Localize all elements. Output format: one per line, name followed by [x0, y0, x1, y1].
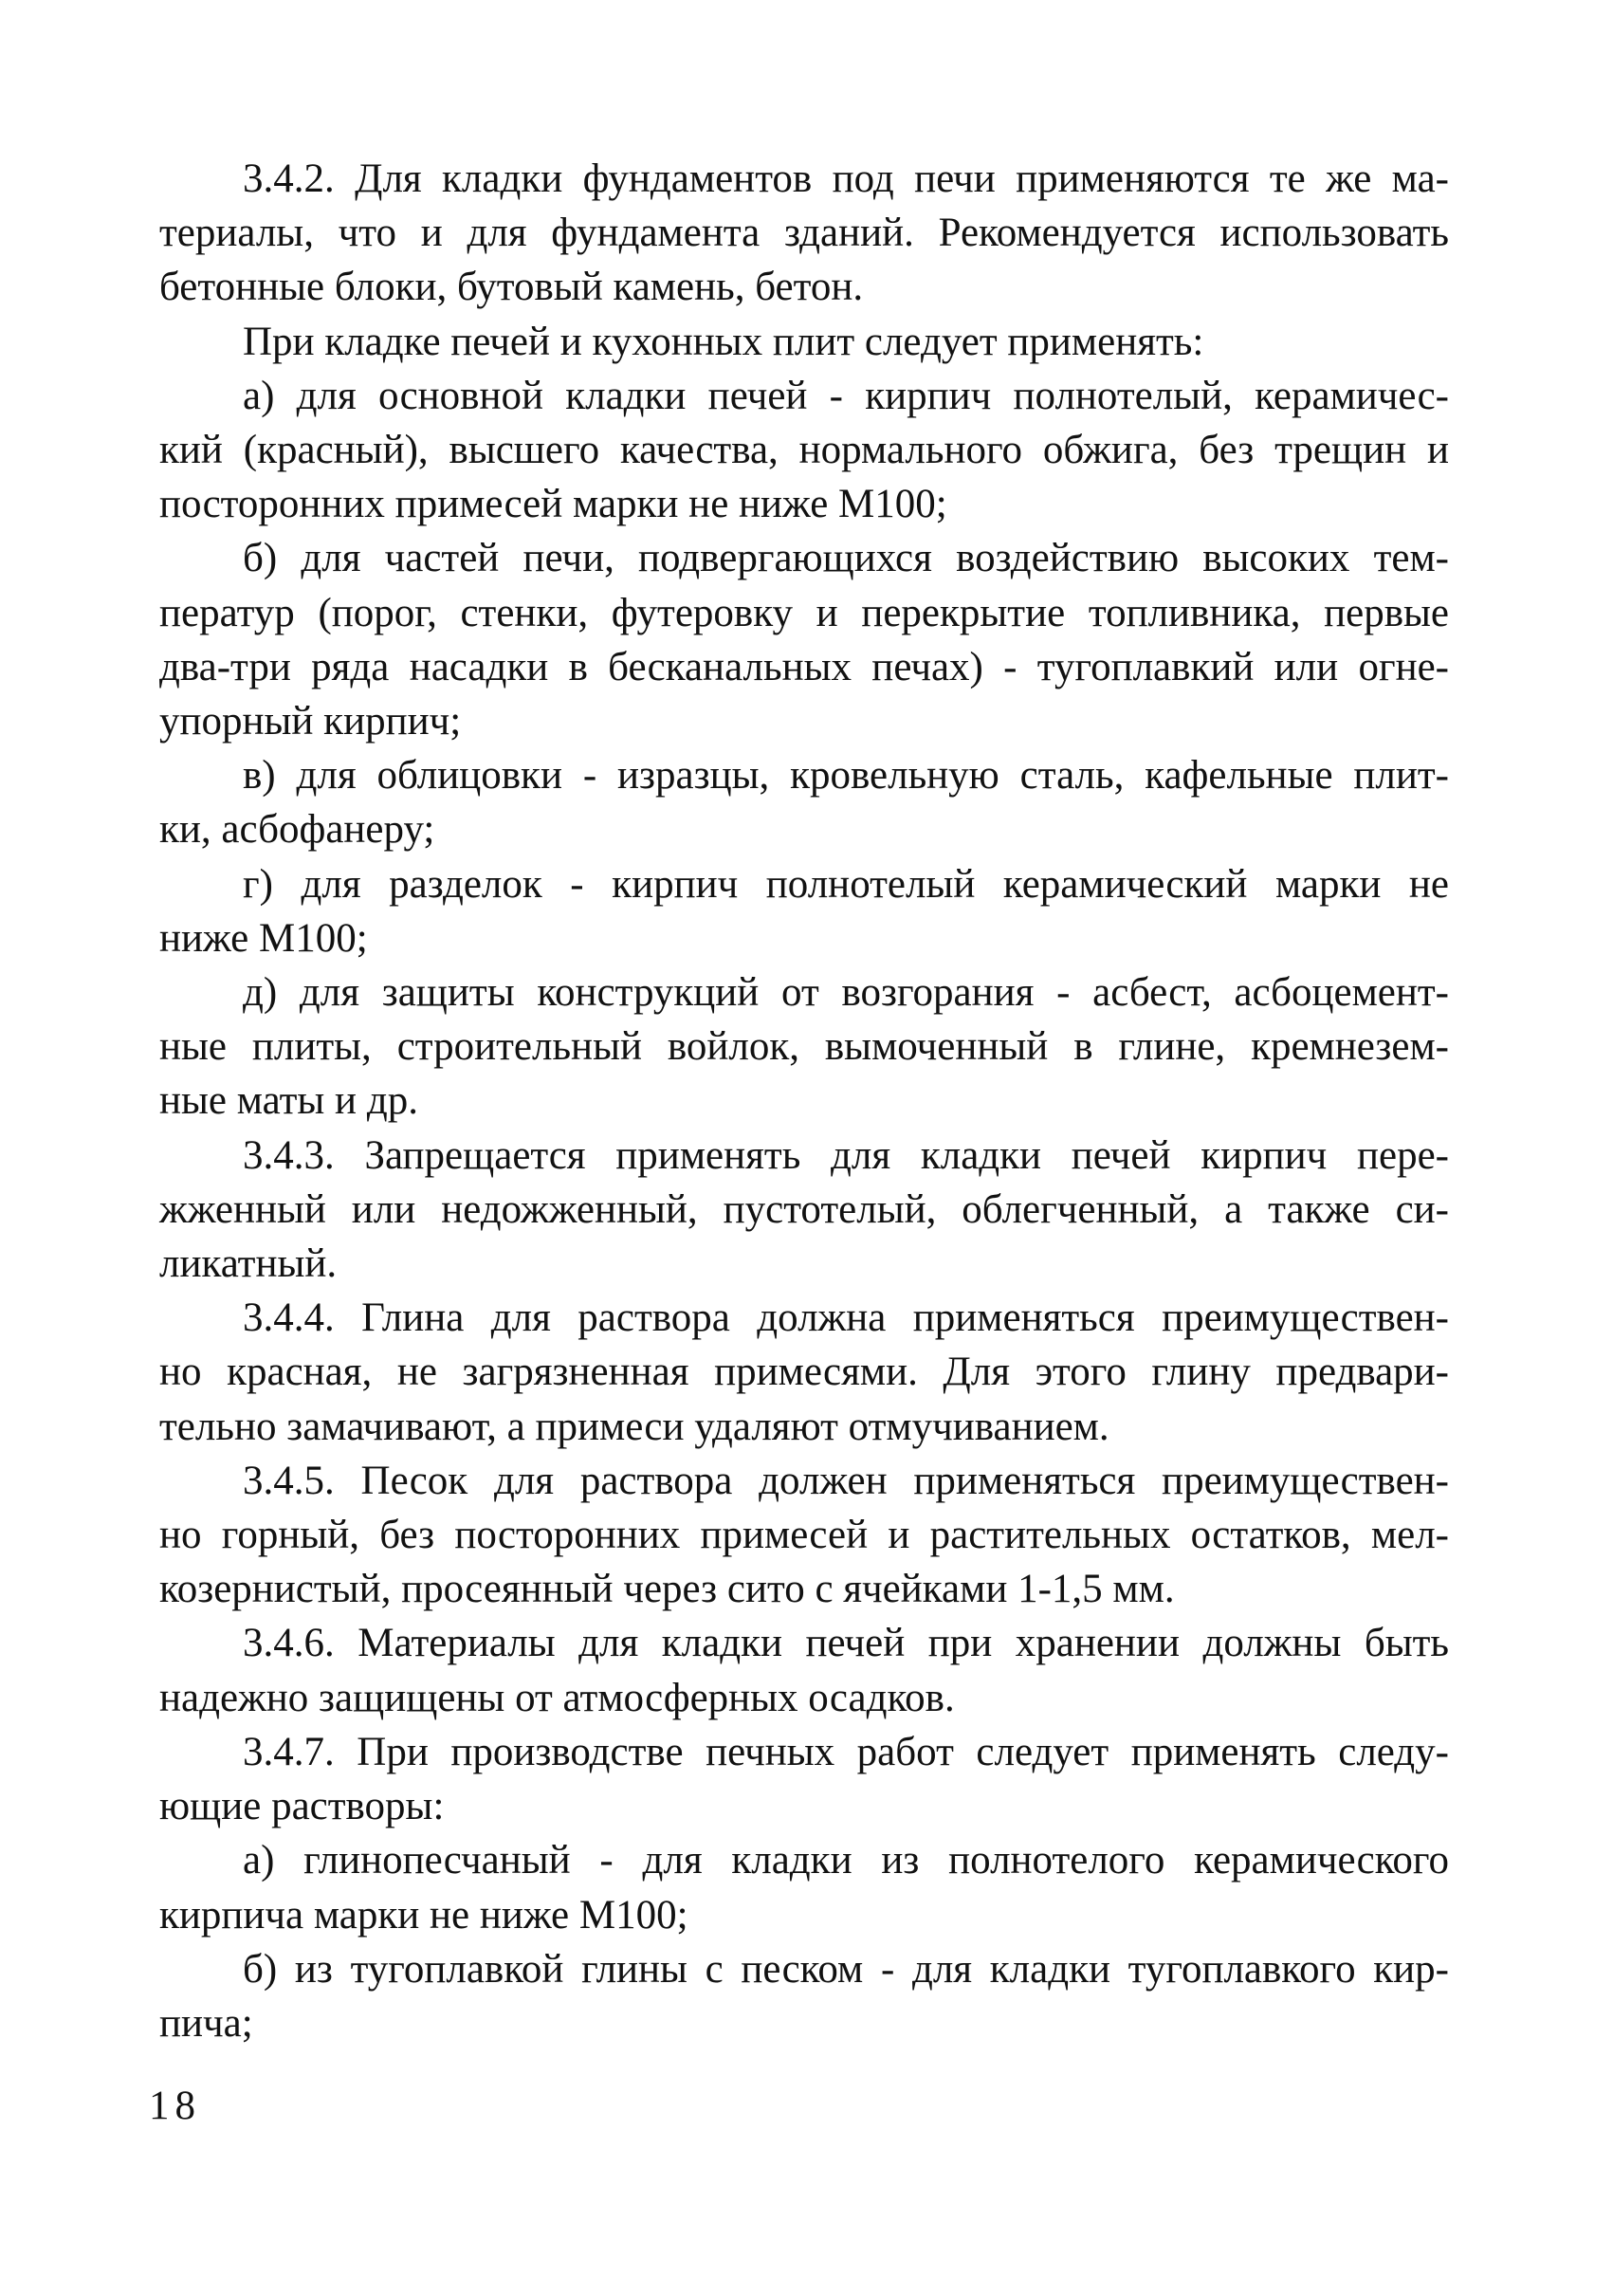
- paragraph-item-g: [159, 857, 1449, 965]
- text-line: надежно защищены от атмосферных осадков.: [159, 1675, 955, 1720]
- paragraph-3-4-2: [159, 152, 1449, 315]
- page-number: 18: [149, 2084, 201, 2128]
- paragraph-item-v: [159, 748, 1449, 856]
- text-line: г) для разделок - кирпич полнотелый керамический марки не: [243, 861, 1449, 907]
- text-line: ные маты и др.: [159, 1078, 418, 1124]
- text-line: При кладке печей и кухонных плит следует применять:: [243, 319, 1204, 364]
- text-line: кий (красный), высшего качества, нормального обжига, без трещин и: [159, 428, 1449, 473]
- paragraph-item-a: [159, 369, 1449, 532]
- paragraph-3-4-7: [159, 1725, 1449, 1833]
- text-line: в) для облицовки - изразцы, кровельную сталь, кафельные плит-: [243, 753, 1449, 799]
- paragraph-3-4-3: [159, 1129, 1449, 1292]
- text-line: кирпича марки не ниже М100;: [159, 1892, 688, 1938]
- text-line: б) для частей печи, подвергающихся воздействию высоких тем-: [243, 536, 1449, 581]
- text-line: б) из тугоплавкой глины с песком - для кладки тугоплавкого кир-: [243, 1946, 1449, 1992]
- text-line: но горный, без посторонних примесей и растительных остатков, мел-: [159, 1513, 1449, 1558]
- text-line: 3.4.5. Песок для раствора должен применяться преимуществен-: [243, 1458, 1449, 1503]
- paragraph-item-b2: [159, 1942, 1449, 2050]
- text-line: ператур (порог, стенки, футеровку и перекрытие топливника, первые: [159, 590, 1449, 635]
- text-line: тельно замачивают, а примеси удаляют отмучиванием.: [159, 1404, 1109, 1449]
- body-text: [159, 152, 1449, 2050]
- text-line: а) глинопесчаный - для кладки из полнотелого керамического: [243, 1838, 1449, 1883]
- paragraph-item-a2: [159, 1833, 1449, 1941]
- paragraph-item-b: [159, 531, 1449, 748]
- text-line: ниже М100;: [159, 915, 368, 961]
- text-line: а) для основной кладки печей - кирпич полнотелый, керамичес-: [243, 373, 1449, 418]
- text-line: 3.4.4. Глина для раствора должна применяться преимуществен-: [243, 1295, 1449, 1341]
- text-line: 3.4.3. Запрещается применять для кладки печей кирпич пере-: [243, 1132, 1449, 1178]
- paragraph-3-4-4: [159, 1291, 1449, 1454]
- paragraph-3-4-6: [159, 1616, 1449, 1724]
- paragraph-3-4-5: [159, 1454, 1449, 1617]
- text-line: ки, асбофанеру;: [159, 807, 435, 853]
- text-line: 3.4.7. При производстве печных работ следует применять следу-: [243, 1729, 1449, 1774]
- text-line: посторонних примесей марки не ниже М100;: [159, 482, 947, 527]
- text-line: козернистый, просеянный через сито с ячейками 1-1,5 мм.: [159, 1567, 1175, 1612]
- text-line: териалы, что и для фундамента зданий. Рекомендуется использовать: [159, 211, 1449, 256]
- text-line: упорный кирпич;: [159, 699, 462, 744]
- text-line: д) для защиты конструкций от возгорания - асбест, асбоцемент-: [243, 970, 1449, 1016]
- text-line: ликатный.: [159, 1241, 338, 1287]
- text-line: 3.4.2. Для кладки фундаментов под печи применяются те же ма-: [243, 156, 1449, 201]
- text-line: ные плиты, строительный войлок, вымоченный в глине, кремнезем-: [159, 1024, 1449, 1070]
- text-line: два-три ряда насадки в бесканальных печах) - тугоплавкий или огне-: [159, 644, 1449, 689]
- text-line: пича;: [159, 2000, 253, 2046]
- text-line: жженный или недожженный, пустотелый, облегченный, а также си-: [159, 1186, 1449, 1232]
- text-line: бетонные блоки, бутовый камень, бетон.: [159, 265, 864, 310]
- paragraph-item-d: [159, 965, 1449, 1129]
- text-line: но красная, не загрязненная примесями. Для этого глину предвари-: [159, 1350, 1449, 1395]
- paragraph-intro: [159, 315, 1449, 369]
- text-line: 3.4.6. Материалы для кладки печей при хранении должны быть: [243, 1621, 1449, 1666]
- text-line: ющие растворы:: [159, 1784, 445, 1829]
